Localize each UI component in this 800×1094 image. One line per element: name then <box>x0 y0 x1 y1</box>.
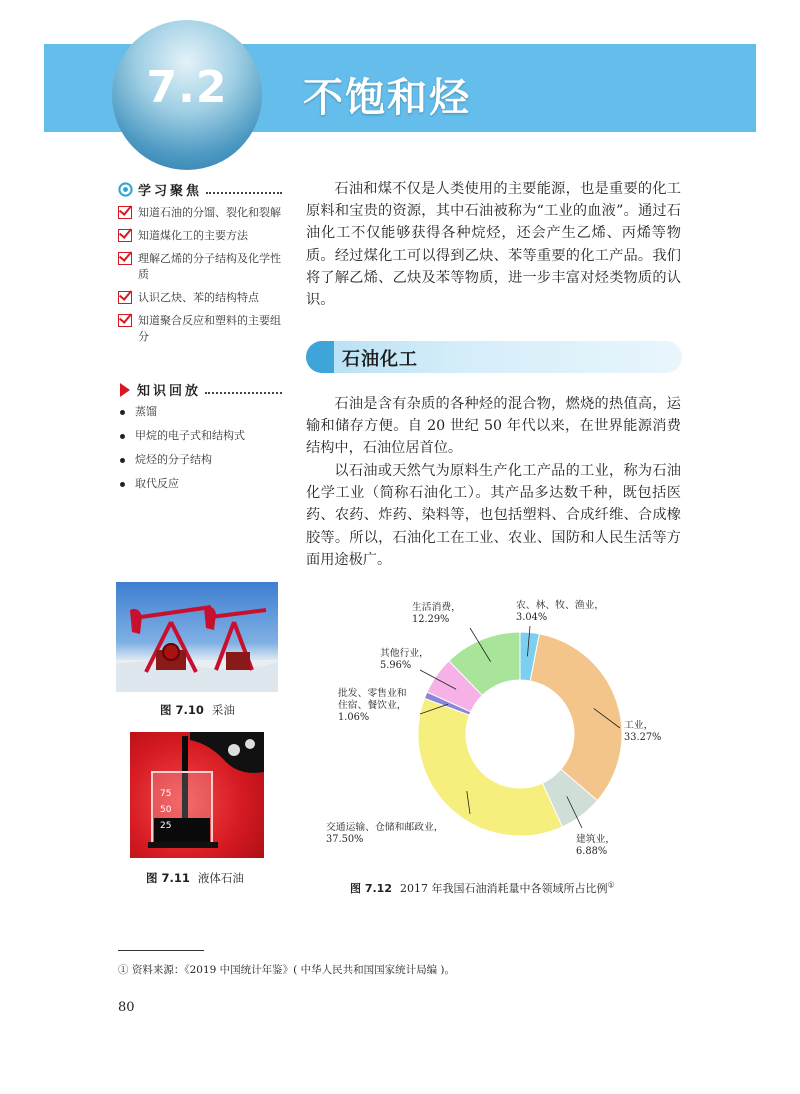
slice-name-label-5: 其他行业， <box>380 648 429 659</box>
checkmark-icon <box>118 206 132 219</box>
slice-value-label-5: 5.96% <box>380 660 412 671</box>
focus-title: 学习聚焦 <box>138 184 203 199</box>
body-paragraph-2: 以石油或天然气为原料生产化工产品的工业，称为石油化学工业（简称石油化工）。其产品多达数千种，既包括医药、农药、炸药、染料等，也包括塑料、合成纤维、合成橡胶等。所以，石油化工在工业、农业、国防和人民生活等方面用途极广。 <box>306 463 681 568</box>
review-list <box>118 404 245 500</box>
slice-name-label-3: 交通运输、仓储和邮政业， <box>326 822 444 833</box>
focus-list <box>118 205 288 352</box>
slice-value-label-0: 3.04% <box>516 612 548 623</box>
review-title: 知识回放 <box>137 384 202 399</box>
slice-value-label-1: 33.27% <box>624 732 662 743</box>
figure-7-12-caption: 图 7.12 2017 年我国石油消耗量中各领域所占比例① <box>350 880 615 895</box>
checkmark-icon <box>118 229 132 242</box>
checkmark-icon <box>118 314 132 327</box>
section-title: 不饱和烃 <box>303 75 471 121</box>
review-divider <box>205 386 282 394</box>
slice-name-label-1: 工业， <box>624 720 654 731</box>
page-number: 80 <box>118 1000 135 1015</box>
donut-slice-1 <box>530 634 622 801</box>
slice-name-label-2: 建筑业， <box>576 834 616 845</box>
svg-text:50: 50 <box>160 805 172 815</box>
checkmark-icon <box>118 252 132 265</box>
subsection-title: 石油化工 <box>342 349 418 370</box>
review-item: 烷烃的分子结构 <box>118 452 245 468</box>
bullet-icon <box>120 410 125 415</box>
section-number: 7.2 <box>146 62 228 113</box>
footnote-rule <box>118 950 204 951</box>
review-item: 甲烷的电子式和结构式 <box>118 428 245 444</box>
slice-name-label-6: 生活消费， <box>412 602 461 613</box>
slice-name-label-0: 农、林、牧、渔业， <box>516 600 605 611</box>
figure-7-10-caption: 图 7.10 采油 <box>160 703 235 717</box>
bullet-icon <box>120 482 125 487</box>
svg-text:25: 25 <box>160 821 172 831</box>
focus-item: 知道石油的分馏、裂化和裂解 <box>118 205 288 221</box>
oil-consumption-donut-chart <box>320 588 690 878</box>
slice-value-label-4: 1.06% <box>338 712 370 723</box>
bullet-icon <box>120 434 125 439</box>
beaker-illustration <box>130 732 264 858</box>
focus-item: 知道聚合反应和塑料的主要组分 <box>118 313 288 345</box>
slice-value-label-6: 12.29% <box>412 614 450 625</box>
review-heading <box>118 380 282 399</box>
slice-name-label-4: 批发、零售业和 <box>338 688 407 699</box>
slice-value-label-3: 37.50% <box>326 834 364 845</box>
focus-target-icon <box>118 182 133 197</box>
liquid-oil-photo <box>130 732 264 858</box>
footnote: ① 资料来源：《2019 中国统计年鉴》( 中华人民共和国国家统计局编 )。 <box>118 964 456 976</box>
slice-value-label-2: 6.88% <box>576 846 608 857</box>
focus-divider <box>206 186 282 194</box>
svg-text:75: 75 <box>160 789 172 799</box>
slice-name-label-4: 住宿、餐饮业， <box>338 700 407 711</box>
subsection-header-accent <box>306 341 334 373</box>
checkmark-icon <box>118 291 132 304</box>
body-paragraph-1: 石油是含有杂质的各种烃的混合物，燃烧的热值高，运输和储存方便。自 20 世纪 50 年代以来，在世界能源消费结构中，石油位居首位。 <box>306 396 681 457</box>
figure-7-11-caption: 图 7.11 液体石油 <box>146 871 244 885</box>
oil-pump-illustration <box>116 582 278 692</box>
focus-item: 理解乙烯的分子结构及化学性质 <box>118 251 288 283</box>
bullet-icon <box>120 458 125 463</box>
focus-item: 认识乙炔、苯的结构特点 <box>118 290 288 306</box>
review-item: 取代反应 <box>118 476 245 492</box>
review-item: 蒸馏 <box>118 404 245 420</box>
donut-slice-3 <box>418 698 562 836</box>
focus-item: 知道煤化工的主要方法 <box>118 228 288 244</box>
intro-paragraph: 石油和煤不仅是人类使用的主要能源，也是重要的化工原料和宝贵的资源，其中石油被称为“工业的血液”。通过石油化工不仅能够获得各种烷烃，还会产生乙烯、丙烯等物质。经过煤化工可以得到乙炔、苯等重要的化工产品。我们将了解乙烯、乙炔及苯等物质，进一步丰富对烃类物质的认识。 <box>306 181 681 309</box>
triangle-arrow-icon <box>120 383 130 397</box>
oil-pump-photo <box>116 582 278 692</box>
focus-heading <box>118 180 282 199</box>
